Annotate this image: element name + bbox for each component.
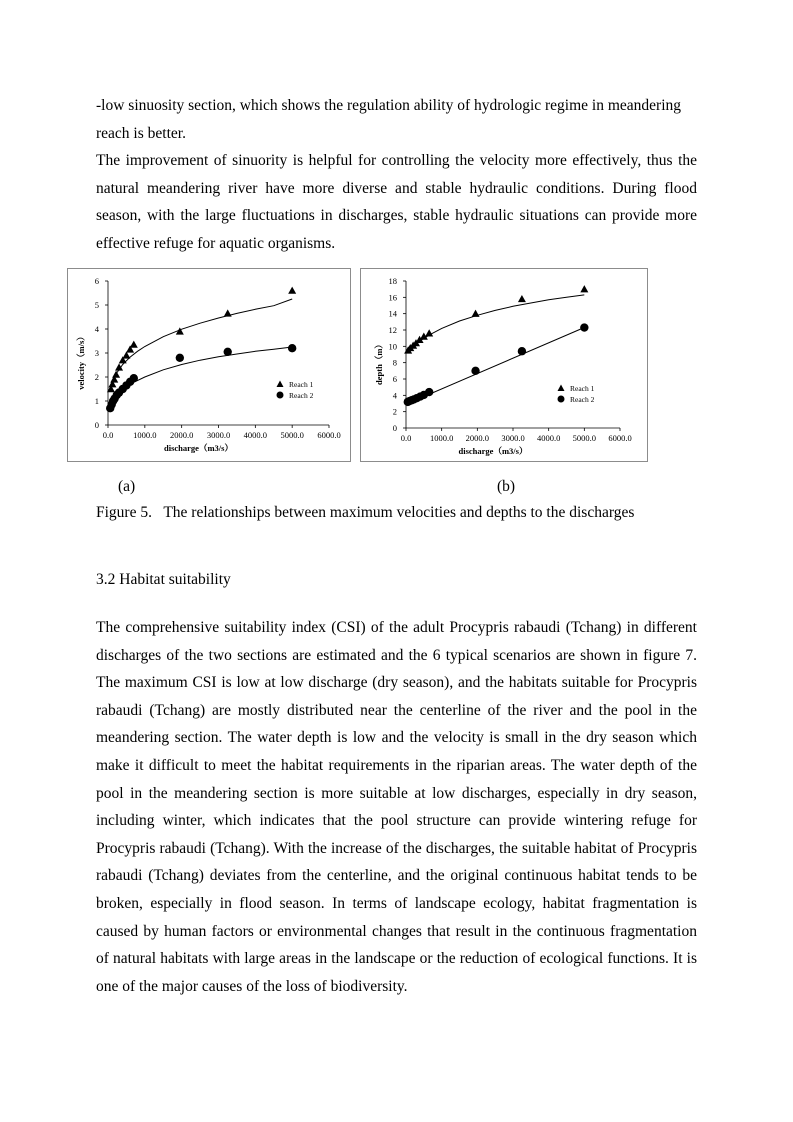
y-tick-label: 5 xyxy=(94,300,99,310)
section-heading: 3.2 Habitat suitability xyxy=(96,571,231,588)
x-tick-label: 0.0 xyxy=(102,430,114,440)
x-tick-label: 2000.0 xyxy=(465,433,490,443)
x-tick-label: 5000.0 xyxy=(280,430,304,440)
data-point-circle xyxy=(288,344,296,352)
data-point-triangle xyxy=(580,285,588,292)
legend-marker-triangle xyxy=(558,385,565,392)
data-point-triangle xyxy=(288,287,296,294)
y-axis-label: depth（m） xyxy=(374,340,384,385)
y-tick-label: 6 xyxy=(94,276,99,286)
x-tick-label: 3000.0 xyxy=(501,433,525,443)
data-point-circle xyxy=(176,354,184,362)
data-point-triangle xyxy=(130,341,138,348)
legend-label: Reach 2 xyxy=(570,395,595,404)
y-tick-label: 4 xyxy=(94,324,99,334)
y-tick-label: 2 xyxy=(94,372,99,382)
y-tick-label: 18 xyxy=(388,276,397,286)
y-tick-label: 1 xyxy=(94,396,99,406)
x-tick-label: 4000.0 xyxy=(536,433,561,443)
y-tick-label: 6 xyxy=(392,374,397,384)
data-point-circle xyxy=(518,347,526,355)
x-tick-label: 2000.0 xyxy=(169,430,194,440)
x-tick-label: 1000.0 xyxy=(429,433,454,443)
legend-marker-circle xyxy=(558,396,565,403)
y-tick-label: 4 xyxy=(392,390,397,401)
data-point-circle xyxy=(130,374,138,382)
legend-label: Reach 2 xyxy=(289,391,314,400)
legend-label: Reach 1 xyxy=(570,384,595,393)
y-tick-label: 12 xyxy=(388,325,397,335)
data-point-circle xyxy=(224,348,232,356)
x-tick-label: 1000.0 xyxy=(133,430,157,440)
y-tick-label: 2 xyxy=(392,406,397,417)
figure-caption: Figure 5. The relationships between maximum velocities and depths to the discharges xyxy=(96,504,635,521)
data-point-triangle xyxy=(115,363,123,370)
y-axis-label: velocity（m/s） xyxy=(76,332,86,390)
section-body: The comprehensive suitability index (CSI) of the adult Procypris rabaudi (Tchang) in different discharges of the two sections are estimated and the 6 typical scenarios are shown in figure 7. The maximum CSI is low at low discharge (dry season), and the habitats suitable for Procypris rabaudi (Tchang) are mostly distributed near the centerline of the river and the pool in the meandering section. The water depth is low and the velocity is small in the dry season which make it difficult to meet the habitat requirements in the riparian areas. The water depth of the pool in the meandering section is more suitable at low discharges, especially in dry season, including winter, which indicates that the pool structure can provide wintering refuge for Procypris rabaudi (Tchang). With the increase of the discharges, the suitable habitat of Procypris rabaudi (Tchang) deviates from the centerline, and the original continuous habitat tends to be broken, especially in flood season. In terms of landscape ecology, habitat fragmentation is caused by human factors or environmental changes that result in the continuous fragmentation of natural habitats with large areas in the landscape or the reduction of ecological functions. It is one of the major causes of the loss of biodiversity. xyxy=(96,619,697,995)
data-point-triangle xyxy=(224,309,232,316)
data-point-triangle xyxy=(518,295,526,302)
y-tick-label: 16 xyxy=(388,292,397,303)
x-tick-label: 4000.0 xyxy=(243,430,268,440)
x-tick-label: 3000.0 xyxy=(206,430,231,440)
trend-line-1 xyxy=(408,295,585,352)
data-point-triangle xyxy=(112,371,120,378)
data-point-circle xyxy=(425,388,433,396)
x-tick-label: 6000.0 xyxy=(608,433,632,443)
figure-panel-a xyxy=(67,268,351,462)
intro-paragraph-1: -low sinuosity section, which shows the regulation ability of hydrologic regime in meandering reach is better. xyxy=(96,97,682,142)
y-tick-label: 0 xyxy=(392,423,397,433)
y-tick-label: 8 xyxy=(392,357,397,368)
x-axis-label: discharge（m3/s） xyxy=(458,446,528,456)
data-point-triangle xyxy=(472,310,480,317)
trend-line-2 xyxy=(408,328,585,404)
y-tick-label: 10 xyxy=(388,341,397,352)
data-point-circle xyxy=(471,367,479,375)
depth-chart xyxy=(361,269,647,461)
x-axis-label: discharge（m3/s） xyxy=(164,443,233,453)
figure-panel-b xyxy=(360,268,648,462)
y-tick-label: 14 xyxy=(388,308,397,319)
legend-label: Reach 1 xyxy=(289,380,314,389)
x-tick-label: 5000.0 xyxy=(572,433,597,443)
y-tick-label: 0 xyxy=(94,420,99,430)
x-tick-label: 0.0 xyxy=(400,433,412,443)
y-tick-label: 3 xyxy=(94,348,99,358)
legend-marker-triangle xyxy=(277,381,284,388)
legend-marker-circle xyxy=(277,392,284,399)
velocity-chart xyxy=(68,269,350,461)
intro-paragraph-2: The improvement of sinuority is helpful for controlling the velocity more effectively, thus the natural meandering river have more diverse and stable hydraulic conditions. During flood season, with the large fluctuations in discharges, stable hydraulic situations can provide more effective refuge for aquatic organisms. xyxy=(96,152,697,252)
panel-label-b: (b) xyxy=(497,478,516,495)
panel-label-a: (a) xyxy=(118,478,136,495)
data-point-triangle xyxy=(425,329,433,336)
x-tick-label: 6000.0 xyxy=(317,430,341,440)
data-point-circle xyxy=(580,323,588,331)
